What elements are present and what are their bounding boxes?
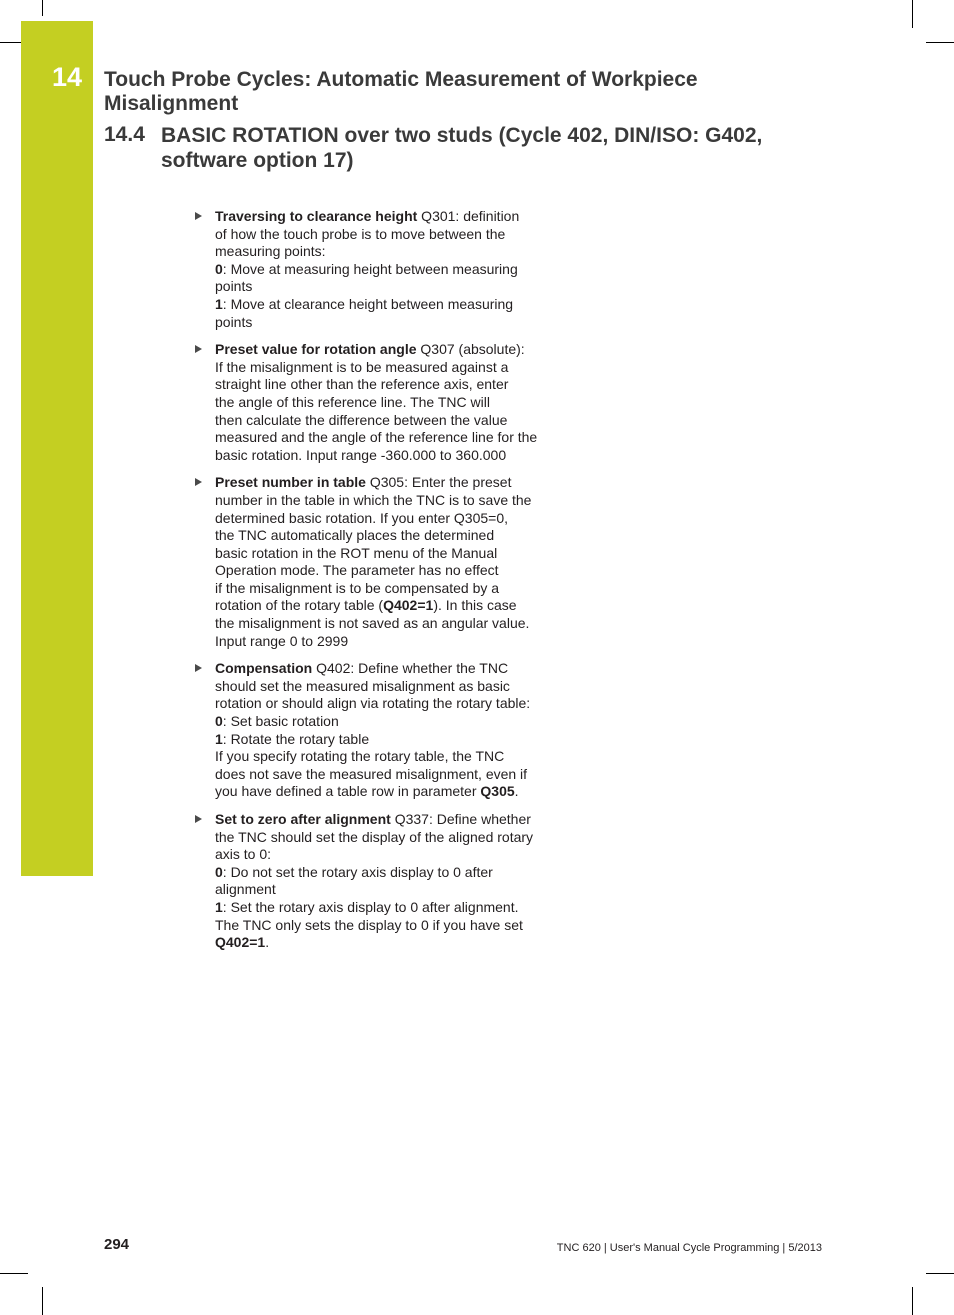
option-value: 1 <box>215 898 223 915</box>
item-text: of how the touch probe is to move between the <box>215 225 506 242</box>
bullet-triangle-icon <box>195 345 202 353</box>
option-value: 1 <box>215 295 223 312</box>
chapter-title <box>104 68 744 116</box>
section-title-line: software option 17) <box>161 149 354 172</box>
crop-mark <box>42 0 43 16</box>
parameter-label: Preset value for rotation angle <box>215 341 417 358</box>
item-text: : Rotate the rotary table <box>222 730 370 747</box>
list-item <box>195 208 575 331</box>
item-text: measured and the angle of the reference line for the <box>215 429 538 446</box>
item-text: rotation or should align via rotating the rotary table: <box>215 695 531 712</box>
chapter-title-line: Misalignment <box>104 92 239 115</box>
item-text: does not save the measured misalignment, even if <box>215 765 528 782</box>
item-text: you have defined a table row in parameter <box>215 783 481 800</box>
parameter-label: Compensation <box>215 660 313 677</box>
item-text: basic rotation. Input range -360.000 to 360.000 <box>215 446 507 463</box>
item-text: Operation mode. The parameter has no effect <box>215 562 499 579</box>
chapter-title-line: Touch Probe Cycles: Automatic Measurement of Workpiece <box>104 68 698 91</box>
parameter-ref: Q402=1 <box>215 934 266 951</box>
parameter-label: Preset number in table <box>215 474 366 491</box>
item-text: Q402: Define whether the TNC <box>312 660 509 677</box>
option-value: 0 <box>215 713 223 730</box>
footer-text: TNC 620 | User's Manual Cycle Programming | 5/2013 <box>556 1242 822 1254</box>
item-text: If the misalignment is to be measured against a <box>215 358 509 375</box>
option-value: 0 <box>215 863 223 880</box>
item-text: Q305: Enter the preset <box>365 474 512 491</box>
crop-mark <box>0 42 22 43</box>
parameter-ref: Q402=1 <box>383 597 434 614</box>
item-text: ). In this case <box>433 597 517 614</box>
crop-mark <box>926 1273 954 1274</box>
item-text: should set the measured misalignment as basic <box>215 677 510 694</box>
section-title <box>161 123 761 173</box>
item-text: the TNC automatically places the determined <box>215 527 495 544</box>
item-text: rotation of the rotary table ( <box>215 597 384 614</box>
item-text: points <box>215 313 253 330</box>
crop-mark <box>0 1273 28 1274</box>
list-item <box>195 341 575 464</box>
parameter-label: Traversing to clearance height <box>215 208 418 224</box>
item-text: then calculate the difference between the value <box>215 411 508 428</box>
item-text: determined basic rotation. If you enter Q305=0, <box>215 509 509 526</box>
item-text: : Set basic rotation <box>222 713 339 730</box>
item-text: the TNC should set the display of the aligned rotary <box>215 828 534 845</box>
page-number: 294 <box>104 1236 130 1253</box>
chapter-number: 14 <box>52 62 83 92</box>
chapter-tab <box>21 21 93 876</box>
item-text: : Set the rotary axis display to 0 after alignment. <box>222 898 519 915</box>
item-text: straight line other than the reference axis, enter <box>215 376 509 393</box>
item-text: number in the table in which the TNC is to save the <box>215 491 532 508</box>
item-text: If you specify rotating the rotary table, the TNC <box>215 748 505 765</box>
option-value: 1 <box>215 730 223 747</box>
item-text: if the misalignment is to be compensated by a <box>215 579 500 596</box>
crop-mark <box>926 42 954 43</box>
item-text: the misalignment is not saved as an angular value. <box>215 615 530 632</box>
crop-mark <box>912 0 913 28</box>
item-text: alignment <box>215 881 276 898</box>
bullet-triangle-icon <box>195 478 202 486</box>
crop-mark <box>42 1287 43 1315</box>
item-text: Q337: Define whether <box>390 811 531 827</box>
option-value: 0 <box>215 260 223 277</box>
item-text: Q301: definition <box>417 208 520 224</box>
item-text: . <box>265 934 270 951</box>
item-text: : Move at clearance height between measuring <box>222 295 514 312</box>
item-text: . <box>514 783 519 800</box>
bullet-triangle-icon <box>195 815 202 823</box>
list-item <box>195 660 575 801</box>
crop-mark <box>912 1287 913 1315</box>
parameter-ref: Q305 <box>480 783 515 800</box>
bullet-triangle-icon <box>195 212 202 220</box>
item-text: The TNC only sets the display to 0 if you have set <box>215 916 523 933</box>
item-text: the angle of this reference line. The TNC will <box>215 393 490 410</box>
item-text: Input range 0 to 2999 <box>215 632 349 649</box>
list-item <box>195 811 575 952</box>
item-text: points <box>215 278 253 295</box>
item-text: : Move at measuring height between measuring <box>222 260 518 277</box>
parameter-label: Set to zero after alignment <box>215 811 391 827</box>
item-text: : Do not set the rotary axis display to 0 after <box>222 863 493 880</box>
bullet-triangle-icon <box>195 664 202 672</box>
list-item <box>195 474 575 650</box>
item-text: Q307 (absolute): <box>416 341 525 358</box>
parameter-list <box>195 208 575 962</box>
item-text: basic rotation in the ROT menu of the Manual <box>215 544 498 561</box>
section-number: 14.4 <box>104 123 145 146</box>
item-text: measuring points: <box>215 243 326 260</box>
section-title-line: BASIC ROTATION over two studs (Cycle 402, DIN/ISO: G402, <box>161 124 763 147</box>
item-text: axis to 0: <box>215 846 272 863</box>
